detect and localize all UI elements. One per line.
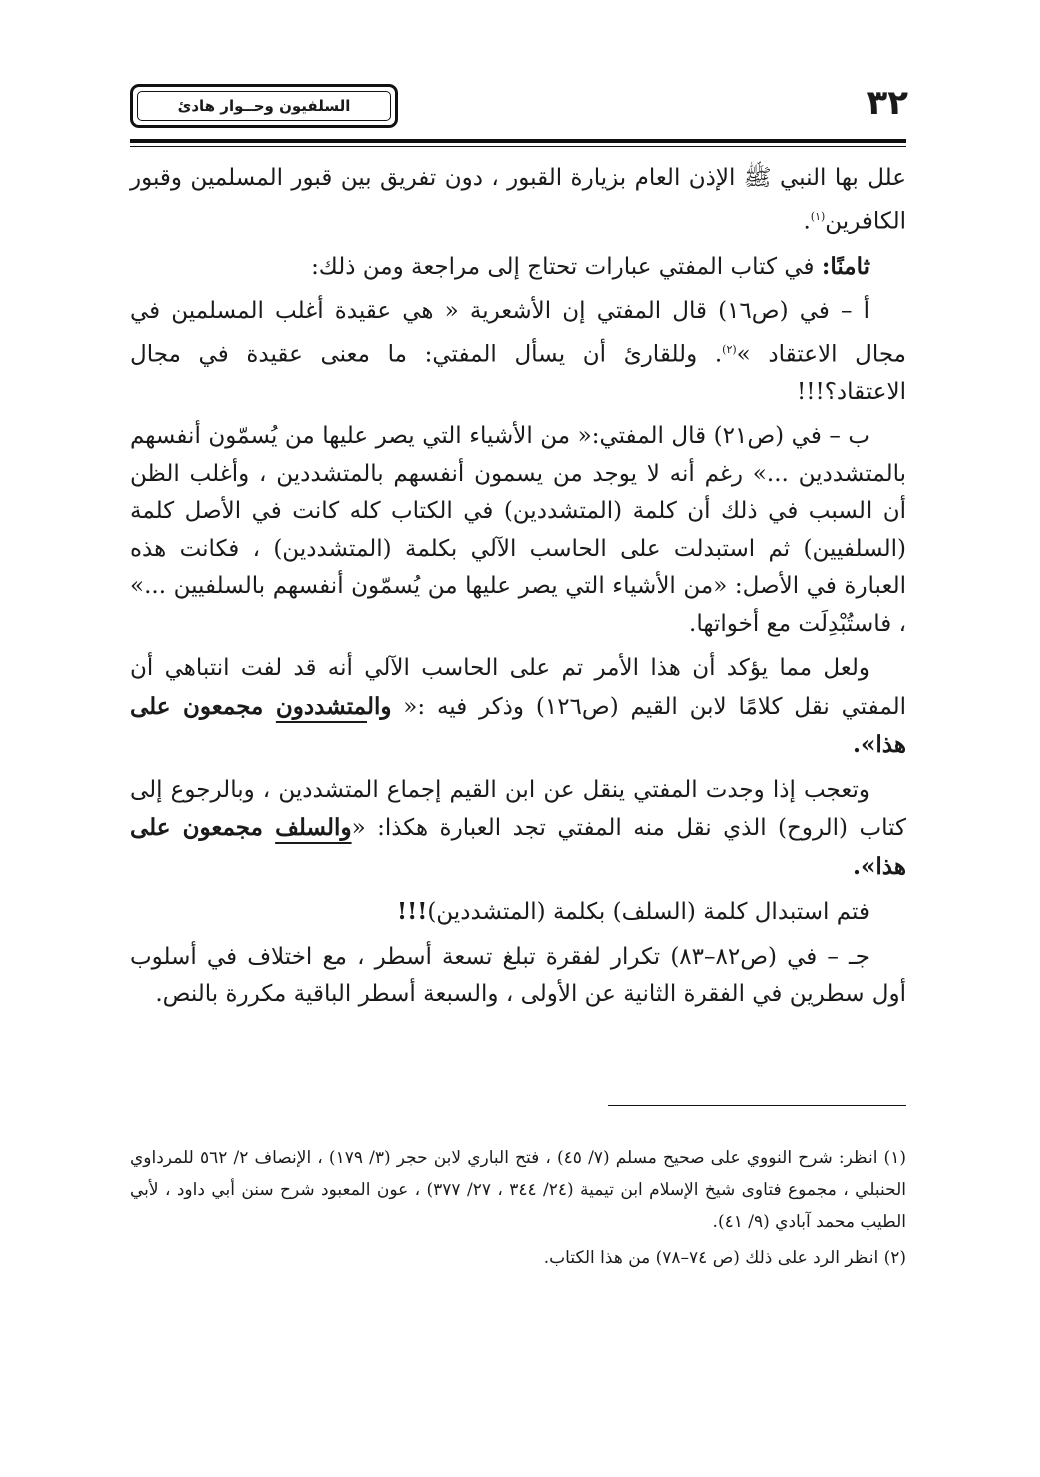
paragraph-6-underlined-word: والسلف <box>275 814 352 842</box>
running-title: السلفيون وحــوار هادئ <box>177 97 351 115</box>
paragraph-2 <box>130 248 906 287</box>
paragraph-3-text: أ – في (ص١٦) قال المفتي إن الأشعرية « هي عقيدة أغلب المسلمين في مجال الاعتقاد » <box>130 298 907 368</box>
paragraph-2-text: في كتاب المفتي عبارات تحتاج إلى مراجعة ومن ذلك: <box>311 253 822 280</box>
paragraph-4 <box>130 418 906 643</box>
paragraph-6-text-after: مجمعون على هذا». <box>130 814 906 880</box>
paragraph-1 <box>130 160 906 241</box>
paragraph-6-text-before: وتعجب إذا وجدت المفتي ينقل عن ابن القيم إجماع المتشددين ، وبالرجوع إلى كتاب (الروح) الذي نقل منه المفتي تجد العبارة هكذا: « <box>130 776 906 842</box>
running-title-frame <box>130 84 398 128</box>
page-number: ٣٢ <box>866 83 908 123</box>
footnotes <box>130 1142 906 1278</box>
paragraph-1-line-1: علل بها النبي ﷺ الإذن العام بزيارة القبور ، دون تفريق بين قبور المسلمين وقبور <box>130 165 906 191</box>
paragraph-5-underlined-word: متشددون <box>275 692 367 720</box>
paragraph-7-text: فتم استبدال كلمة (السلف) بكلمة (المتشددين) <box>427 899 870 926</box>
paragraph-6 <box>130 772 906 887</box>
running-title-inner-frame <box>137 91 391 121</box>
main-text <box>130 160 906 1021</box>
paragraph-7-exclaim: !!! <box>397 898 428 926</box>
paragraph-1-end: . <box>803 208 811 235</box>
footnote-2: (٢) انظر الرد على ذلك (ص ٧٤–٧٨) من هذا الكتاب. <box>543 1248 906 1268</box>
footnote-marker-1[interactable]: (١) <box>810 209 826 223</box>
footnote-marker-2[interactable]: (٢) <box>722 342 737 356</box>
paragraph-5-text-after: مجمعون على هذا». <box>130 692 906 759</box>
paragraph-5 <box>130 650 906 765</box>
paragraph-5-bold-prefix: وال <box>366 692 392 720</box>
paragraph-8 <box>130 939 906 1014</box>
header-rule-thin <box>130 146 906 147</box>
section-label-eighth: ثامنًا: <box>821 252 870 280</box>
header-rule-thick <box>130 139 906 143</box>
paragraph-3-rest: . وللقارئ أن يسأل المفتي: ما معنى عقيدة في مجال الاعتقاد؟!!! <box>130 341 906 405</box>
paragraph-7 <box>130 893 906 932</box>
paragraph-1-line-2: الكافرين <box>825 208 906 235</box>
paragraph-3 <box>130 293 906 411</box>
paragraph-5-text-before: ولعل مما يؤكد أن هذا الأمر تم على الحاسب الآلي أنه قد لفت انتباهي أن المفتي نقل كلامًا لابن القيم (ص١٢٦) وذكر فيه :« <box>130 655 907 720</box>
footnote-1: (١) انظر: شرح النووي على صحيح مسلم (٧/ ٤٥) ، فتح الباري لابن حجر (٣/ ١٧٩) ، الإنصاف ٢/ ٥٦٢ للمرداوي الحنبلي ، مجموع فتاوى شيخ الإسلام ابن تيمية (٢٤/ ٣٤٤ ، ٢٧/ ٣٧٧) ، عون المعبود شرح سنن أبي داود ، لأبي الطيب محمد آبادي (٩/ ٤١). <box>130 1148 907 1232</box>
paragraph-4-text: ب – في (ص٢١) قال المفتي:« من الأشياء التي يصر عليها من يُسمّون أنفسهم بالمتشددين ...» رغم أنه لا يوجد من يسمون أنفسهم بالمتشددين ، وأغلب الظن أن السبب في ذلك أن كلمة (المتشددين) في الكتاب كله كانت في الأصل كلمة (السلفيين) ثم استبدلت على الحاسب الآلي بكلمة (المتشددين) ، فكانت هذه العبارة في الأصل: «من الأشياء التي يصر عليها من يُسمّون أنفسهم بالسلفيين ...» ، فاستُبْدِلَت مع أخواتها. <box>130 423 906 637</box>
paragraph-8-text: جـ – في (ص٨٢–٨٣) تكرار لفقرة تبلغ تسعة أسطر ، مع اختلاف في أسلوب أول سطرين في الفقرة الثانية عن الأولى ، والسبعة أسطر الباقية مكررة بالنص. <box>130 943 906 1008</box>
footnote-separator <box>608 1105 906 1106</box>
